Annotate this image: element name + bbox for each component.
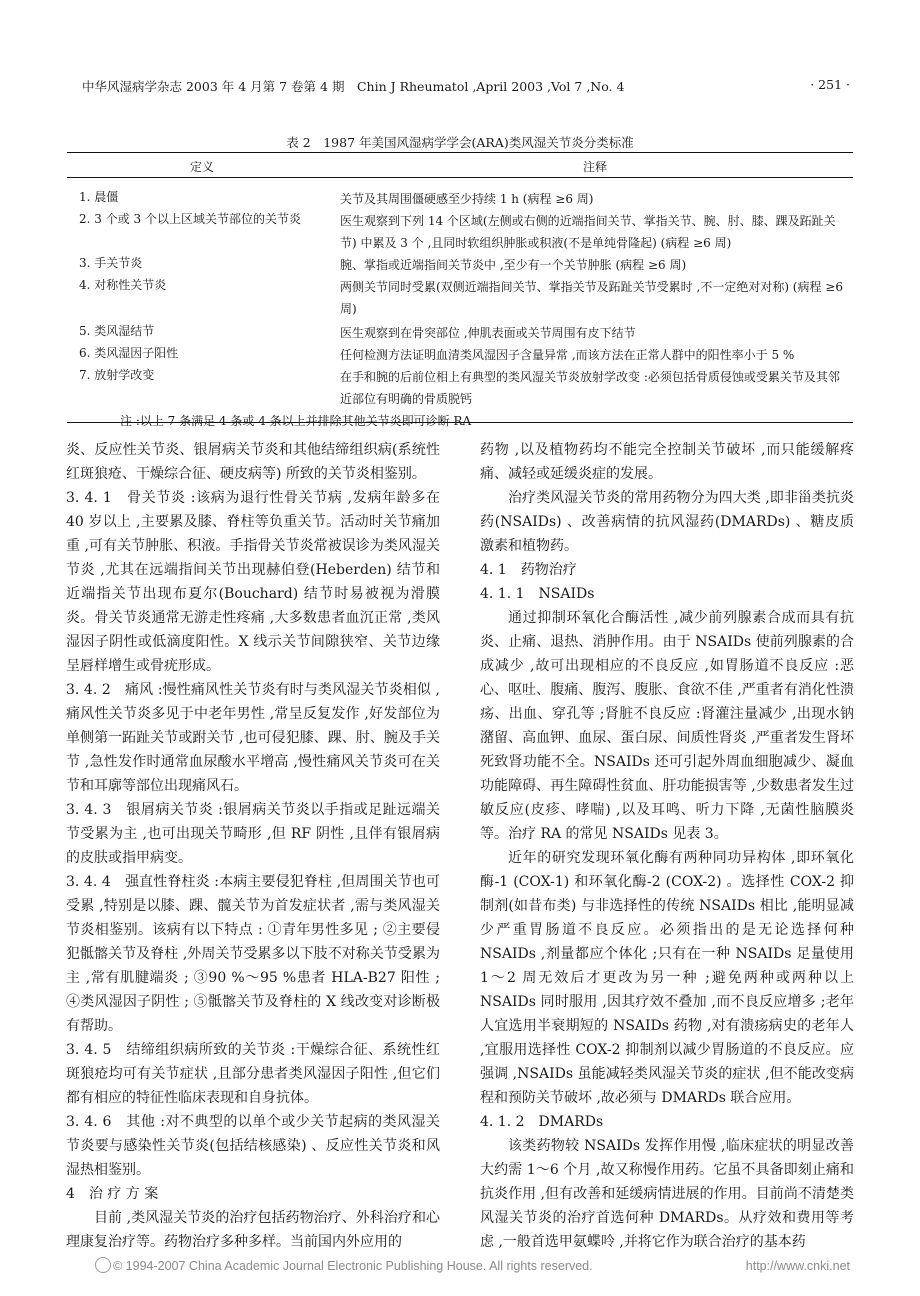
table-footnote: 注 :以上 7 条满足 4 条或 4 条以上并排除其他关节炎即可诊断 RA — [120, 414, 472, 428]
row-note: 腕、掌指或近端指间关节炎中 ,至少有一个关节肿胀 (病程 ≥6 周) — [340, 258, 687, 272]
paragraph: 目前 ,类风湿关节炎的治疗包括药物治疗、外科治疗和心理康复治疗等。药物治疗多种多样。当前国内外应用的 — [66, 1210, 440, 1250]
row-definition: 7. 放射学改变 — [79, 368, 155, 382]
section-heading: 4. 1. 2 DMARDs — [480, 1114, 604, 1130]
classification-table — [67, 152, 853, 423]
section-heading: 4 治 疗 方 案 — [66, 1186, 159, 1202]
paragraph: 治疗类风湿关节炎的常用药物分为四大类 ,即非甾类抗炎药(NSAIDs) 、改善病情的抗风湿药(DMARDs) 、糖皮质激素和植物药。 — [480, 490, 854, 554]
col-header-definition: 定义 — [189, 160, 214, 174]
row-note: 关节及其周围僵硬感至少持续 1 h (病程 ≥6 周) — [340, 192, 594, 206]
paragraph: 该类药物较 NSAIDs 发挥作用慢 ,临床症状的明显改善大约需 1～6 个月 ,故又称慢作用药。它虽不具备即刻止痛和抗炎作用 ,但有改善和延缓病情进展的作用。目前尚不清楚类风湿关节炎的治疗首选何种 DMARDs。从疗效和费用等考虑 ,一般首选甲氨蝶呤 ,并将它作为联合治疗的基本药 — [480, 1138, 854, 1250]
copyright-text: © 1994-2007 China Academic Journal Electronic Publishing House. All rights reserved. — [113, 1259, 593, 1273]
row-definition: 2. 3 个或 3 个以上区域关节部位的关节炎 — [79, 212, 301, 226]
row-note: 在手和腕的后前位相上有典型的类风湿关节炎放射学改变 :必须包括骨质侵蚀或受累关节及其邻近部位有明确的骨质脱钙 — [340, 370, 840, 406]
paragraph: 近年的研究发现环氧化酶有两种同功异构体 ,即环氧化酶-1 (COX-1) 和环氧化酶-2 (COX-2) 。选择性 COX-2 抑制剂(如昔布类) 与非选择性的传统 NSAIDs 相比 ,能明显减少严重胃肠道不良反应。必须指出的是无论选择何种 NSAIDs ,剂量都应个体化 ;只有在一种 NSAIDs 足量使用 1～2 周无效后才更改为另一种 ;避免两种或两种以上 NSAIDs 同时服用 ,因其疗效不叠加 ,而不良反应增多 ;老年人宜选用半衰期短的 NSAIDs 药物 ,对有溃疡病史的老年人 ,宜服用选择性 COX-2 抑制剂以减少胃肠道的不良反应。应强调 ,NSAIDs 虽能减轻类风湿关节炎的症状 ,但不能改变病程和预防关节破坏 ,故必须与 DMARDs 联合应用。 — [480, 850, 854, 1106]
row-definition: 4. 对称性关节炎 — [79, 278, 167, 292]
row-note: 任何检测方法证明血清类风湿因子含量异常 ,而该方法在正常人群中的阳性率小于 5 % — [340, 348, 795, 362]
section-heading: 4. 1. 1 NSAIDs — [480, 586, 595, 602]
journal-citation: 中华风湿病学杂志 2003 年 4 月第 7 卷第 4 期 Chin J Rheumatol ,April 2003 ,Vol 7 ,No. 4 — [82, 79, 625, 94]
col-header-notes: 注释 — [582, 160, 607, 174]
paragraph: 3. 4. 1 骨关节炎 :该病为退行性骨关节病 ,发病年龄多在 40 岁以上 ,主要累及膝、脊柱等负重关节。活动时关节痛加重 ,可有关节肿胀、积液。手指骨关节炎常被误诊为类风湿关节炎 ,尤其在远端指间关节出现赫伯登(Heberden) 结节和近端指关节出现布夏尔(Bouchard) 结节时易被视为滑膜炎。骨关节炎通常无游走性疼痛 ,大多数患者血沉正常 ,类风湿因子阴性或低滴度阳性。X 线示关节间隙狭窄、关节边缘呈唇样增生或骨疣形成。 — [66, 490, 440, 674]
table-caption: 表 2 1987 年美国风湿病学学会(ARA)类风湿关节炎分类标准 — [286, 135, 634, 150]
paragraph: 药物 ,以及植物药均不能完全控制关节破坏 ,而只能缓解疼痛、减轻或延缓炎症的发展。 — [480, 442, 854, 482]
row-definition: 5. 类风湿结节 — [79, 324, 155, 338]
row-note: 两侧关节同时受累(双侧近端指间关节、掌指关节及跖趾关节受累时 ,不一定绝对对称) (病程 ≥6 周) — [340, 280, 843, 316]
paragraph: 炎、反应性关节炎、银屑病关节炎和其他结缔组织病(系统性红斑狼疮、干燥综合征、硬皮病等) 所致的关节炎相鉴别。 — [66, 442, 440, 482]
page-number: · 251 · — [810, 77, 850, 92]
section-heading: 4. 1 药物治疗 — [480, 562, 577, 578]
row-definition: 6. 类风湿因子阳性 — [79, 346, 179, 360]
footer-url: http://www.cnki.net — [745, 1259, 850, 1273]
row-definition: 1. 晨僵 — [79, 190, 119, 204]
page-footer — [95, 1259, 850, 1279]
paragraph: 3. 4. 6 其他 :对不典型的以单个或少关节起病的类风湿关节炎要与感染性关节炎(包括结核感染) 、反应性关节炎和风湿热相鉴别。 — [66, 1114, 440, 1178]
paragraph: 3. 4. 3 银屑病关节炎 :银屑病关节炎以手指或足趾远端关节受累为主 ,也可出现关节畸形 ,但 RF 阴性 ,且伴有银屑病的皮肤或指甲病变。 — [66, 802, 440, 866]
running-header — [82, 77, 850, 97]
table-body — [67, 178, 853, 422]
paragraph: 3. 4. 4 强直性脊柱炎 :本病主要侵犯脊柱 ,但周围关节也可受累 ,特别是以膝、踝、髋关节为首发症状者 ,需与类风湿关节炎相鉴别。该病有以下特点 : ①青年男性多见 ; ②主要侵犯骶髂关节及脊柱 ,外周关节受累多以下肢不对称关节受累为主 ,常有肌腱端炎 ; ③90 %～95 %患者 HLA-B27 阳性 ; ④类风湿因子阴性 ; ⑤骶髂关节及脊柱的 X 线改变对诊断极有帮助。 — [66, 874, 440, 1034]
table-header-row — [67, 153, 853, 177]
row-note: 医生观察到下列 14 个区域(左侧或右侧的近端指间关节、掌指关节、腕、肘、膝、踝及跖趾关节) 中累及 3 个 ,且同时软组织肿胀或积液(不是单纯骨隆起) (病程 ≥6 周) — [340, 214, 836, 250]
paragraph: 3. 4. 2 痛风 :慢性痛风性关节炎有时与类风湿关节炎相似 ,痛风性关节炎多见于中老年男性 ,常呈反复发作 ,好发部位为单侧第一跖趾关节或跗关节 ,也可侵犯膝、踝、肘、腕及手关节 ,急性发作时通常血尿酸水平增高 ,慢性痛风关节炎可在关节和耳廓等部位出现痛风石。 — [66, 682, 440, 794]
right-text-column — [480, 438, 854, 1254]
paragraph: 3. 4. 5 结缔组织病所致的关节炎 :干燥综合征、系统性红斑狼疮均可有关节症状 ,且部分患者类风湿因子阳性 ,但它们都有相应的特征性临床表现和自身抗体。 — [66, 1042, 440, 1106]
row-definition: 3. 手关节炎 — [79, 256, 143, 270]
cnki-logo-icon — [95, 1257, 111, 1273]
row-note: 医生观察到在骨突部位 ,伸肌表面或关节周围有皮下结节 — [340, 326, 636, 340]
paragraph: 通过抑制环氧化合酶活性 ,减少前列腺素合成而具有抗炎、止痛、退热、消肿作用。由于 NSAIDs 使前列腺素的合成减少 ,故可出现相应的不良反应 ,如胃肠道不良反应 :恶心、呕吐、腹痛、腹泻、腹胀、食欲不佳 ,严重者有消化性溃疡、出血、穿孔等 ;肾脏不良反应 :肾灌注量减少 ,出现水钠潴留、高血钾、血尿、蛋白尿、间质性肾炎 ,严重者发生肾坏死致肾功能不全。NSAIDs 还可引起外周血细胞减少、凝血功能障碍、再生障碍性贫血、肝功能损害等 ,少数患者发生过敏反应(皮疹、哮喘) ,以及耳鸣、听力下降 ,无菌性脑膜炎等。治疗 RA 的常见 NSAIDs 见表 3。 — [480, 610, 854, 842]
left-text-column — [66, 438, 440, 1254]
